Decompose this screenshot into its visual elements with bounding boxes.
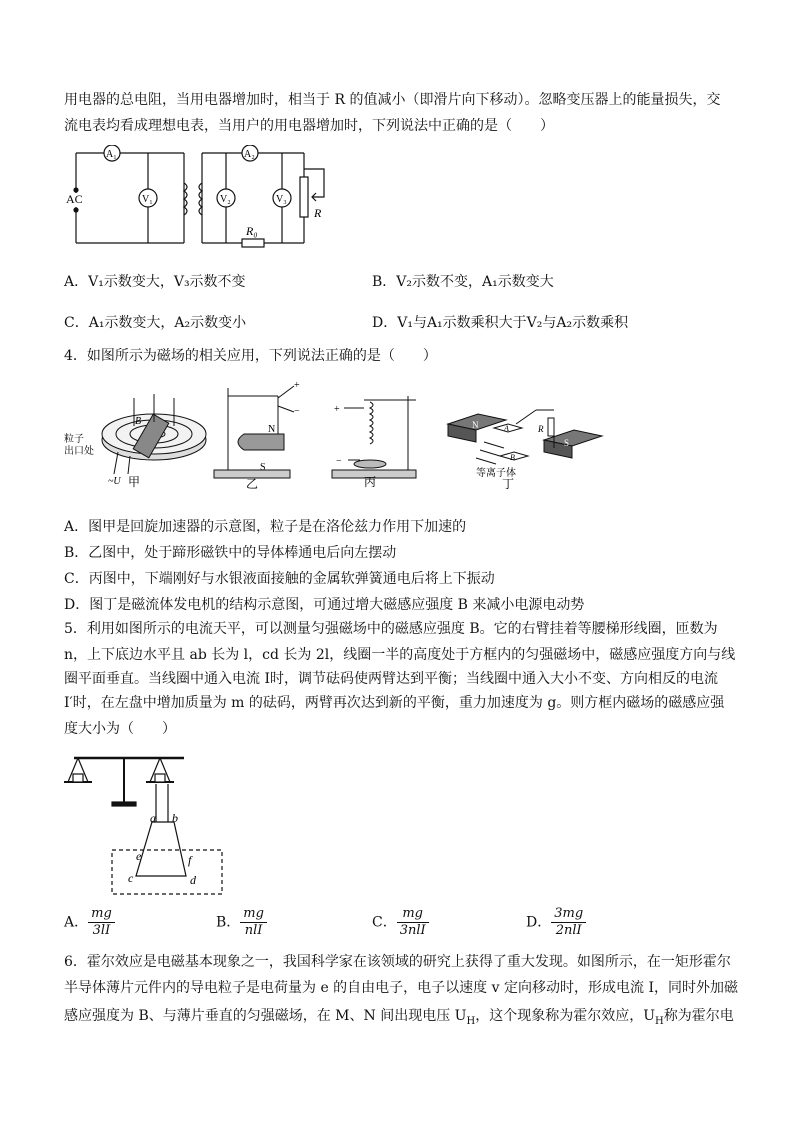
q5-option-a-label: A．	[64, 914, 89, 931]
denominator: 3lI	[88, 922, 115, 939]
q6-stem-line-2: 半导体薄片元件内的导电粒子是电荷量为 e 的自由电子，电子以速度 v 定向移动时，形成电流 I，同时外加磁	[64, 980, 738, 996]
coil-d-label: d	[190, 873, 196, 887]
q5-option-c-fraction	[397, 906, 429, 939]
horseshoe-magnet-figure	[214, 386, 294, 478]
q4-option-b[interactable]: B．乙图中，处于蹄形磁铁中的导体棒通电后向左摆动	[64, 545, 397, 561]
voltmeter-v2-label: V₂	[220, 194, 231, 205]
resistor-r0-label: R₀	[246, 224, 258, 238]
particle-exit-label: 粒子	[64, 434, 84, 445]
ac-label: AC	[66, 192, 83, 206]
numerator: mg	[402, 906, 424, 921]
ding-a-label: A	[504, 424, 509, 433]
ding-s-label: S	[564, 438, 570, 448]
ding-n-label: N	[472, 420, 479, 430]
resistor-r-label: R	[314, 206, 322, 220]
cyclotron-figure	[102, 394, 206, 474]
transformer-circuit-diagram	[64, 145, 344, 255]
q6-line-3-tail: ，这个现象称为霍尔效应，U	[475, 1008, 656, 1024]
q6-line-3-end: 称为霍尔电	[663, 1008, 734, 1024]
voltmeter-v3-label: V₃	[276, 194, 287, 205]
current-balance-figure	[64, 750, 254, 895]
q5-stem-line-4: I′时，在左盘中增加质量为 m 的砝码，两臂再次达到新的平衡，重力加速度为 g。则方框内磁场的磁感应强	[64, 695, 725, 711]
q4-option-a[interactable]: A．图甲是回旋加速器的示意图，粒子是在洛伦兹力作用下加速的	[64, 519, 467, 535]
q6-line-3-text: 感应强度为 B、与薄片垂直的匀强磁场，在 M、N 间出现电压 U	[64, 1008, 467, 1024]
q5-option-b-fraction	[240, 906, 267, 939]
q5-stem-line-2: n，上下底边水平且 ab 长为 l，cd 长为 2l，线圈一半的高度处于方框内的匀强磁场中，磁感应强度方向与线	[64, 647, 736, 663]
q5-option-d-label: D．	[526, 914, 552, 931]
ding-r-label: R	[538, 424, 544, 434]
denominator: nlI	[240, 922, 267, 939]
bing-minus-label: −	[336, 456, 342, 467]
q5-option-c-label: C．	[372, 914, 397, 931]
q3-stem-line-1: 用电器的总电阻，当用电器增加时，相当于 R 的值减小（即滑片向下移动）。忽略变压器上的能量损失，交	[64, 92, 721, 108]
q6-stem-line-1: 6．霍尔效应是电磁基本现象之一，我国科学家在该领域的研究上获得了重大发现。如图所示，在一矩形霍尔	[64, 954, 731, 970]
ding-b-label: B	[510, 453, 515, 462]
mhd-generator-figure	[448, 410, 602, 464]
q4-option-d[interactable]: D．图丁是磁流体发电机的结构示意图，可通过增大磁感应强度 B 来减小电源电动势	[64, 597, 585, 613]
q6-stem-line-3	[64, 1006, 734, 1032]
coil-f-label: f	[188, 853, 192, 867]
numerator: mg	[243, 906, 264, 921]
coil-e-label: e	[136, 849, 142, 863]
denominator: 3nlI	[397, 922, 429, 939]
q6-line-3-subscript-2: H	[655, 1015, 664, 1027]
figure-bing-label: 丙	[364, 475, 377, 489]
q5-option-d-fraction	[551, 906, 586, 939]
q5-option-b[interactable]	[216, 906, 267, 939]
figure-yi-label: 乙	[246, 477, 259, 490]
figure-jia-label: 甲	[128, 475, 141, 489]
q5-option-b-label: B．	[216, 914, 241, 931]
figure-ding-label: 丁	[502, 477, 515, 490]
numerator: 3mg	[554, 906, 584, 921]
yi-s-label: S	[260, 462, 266, 473]
q5-stem-line-1: 5．利用如图所示的电流天平，可以测量匀强磁场中的磁感应强度 B。它的右臂挂着等腰梯形线圈，匝数为	[64, 621, 718, 637]
particle-exit-label-2: 出口处	[64, 446, 94, 457]
q3-stem-line-2: 流电表均看成理想电表，当用户的用电器增加时，下列说法中正确的是（ ）	[64, 118, 554, 134]
ammeter-a1-label: A₁	[106, 149, 117, 160]
q4-stem: 4．如图所示为磁场的相关应用，下列说法正确的是（ ）	[64, 348, 437, 364]
q4-option-c[interactable]: C．丙图中，下端刚好与水银液面接触的金属软弹簧通电后将上下振动	[64, 571, 495, 587]
q5-option-d[interactable]	[526, 906, 586, 939]
q5-option-c[interactable]	[372, 906, 429, 939]
q3-option-d[interactable]: D．V₁与A₁示数乘积大于V₂与A₂示数乘积	[372, 315, 629, 331]
q3-option-a[interactable]: A．V₁示数变大，V₃示数不变	[64, 274, 246, 290]
q5-option-a-fraction	[88, 906, 115, 939]
spring-mercury-figure	[332, 396, 416, 478]
q6-line-3-subscript: H	[466, 1015, 476, 1027]
plasma-label: 等离子体	[476, 468, 516, 479]
coil-a-label: a	[150, 811, 156, 825]
cyclotron-b-label: B	[135, 416, 142, 427]
voltmeter-v1-label: V₁	[142, 194, 153, 205]
magnetic-applications-figure	[64, 378, 624, 490]
coil-b-label: b	[172, 811, 178, 825]
yi-n-label: N	[268, 424, 276, 435]
coil-c-label: c	[128, 871, 134, 885]
q3-option-b[interactable]: B．V₂示数不变，A₁示数变大	[372, 274, 554, 290]
q5-stem-line-3: 圈平面垂直。当线圈中通入电流 I时，调节砝码使两臂达到平衡；当线圈中通入大小不变、方向相反的电流	[64, 671, 718, 687]
bing-plus-label: +	[334, 404, 340, 415]
denominator: 2nlI	[551, 922, 586, 939]
q5-stem-line-5: 度大小为（ ）	[64, 721, 176, 737]
q5-option-a[interactable]	[64, 906, 115, 939]
numerator: mg	[91, 906, 112, 921]
yi-plus-label: +	[294, 380, 300, 391]
ammeter-a2-label: A₂	[244, 149, 255, 160]
cyclotron-u-label: ~U	[108, 476, 121, 487]
yi-minus-label: −	[294, 406, 300, 417]
q3-option-c[interactable]: C．A₁示数变大，A₂示数变小	[64, 315, 247, 331]
